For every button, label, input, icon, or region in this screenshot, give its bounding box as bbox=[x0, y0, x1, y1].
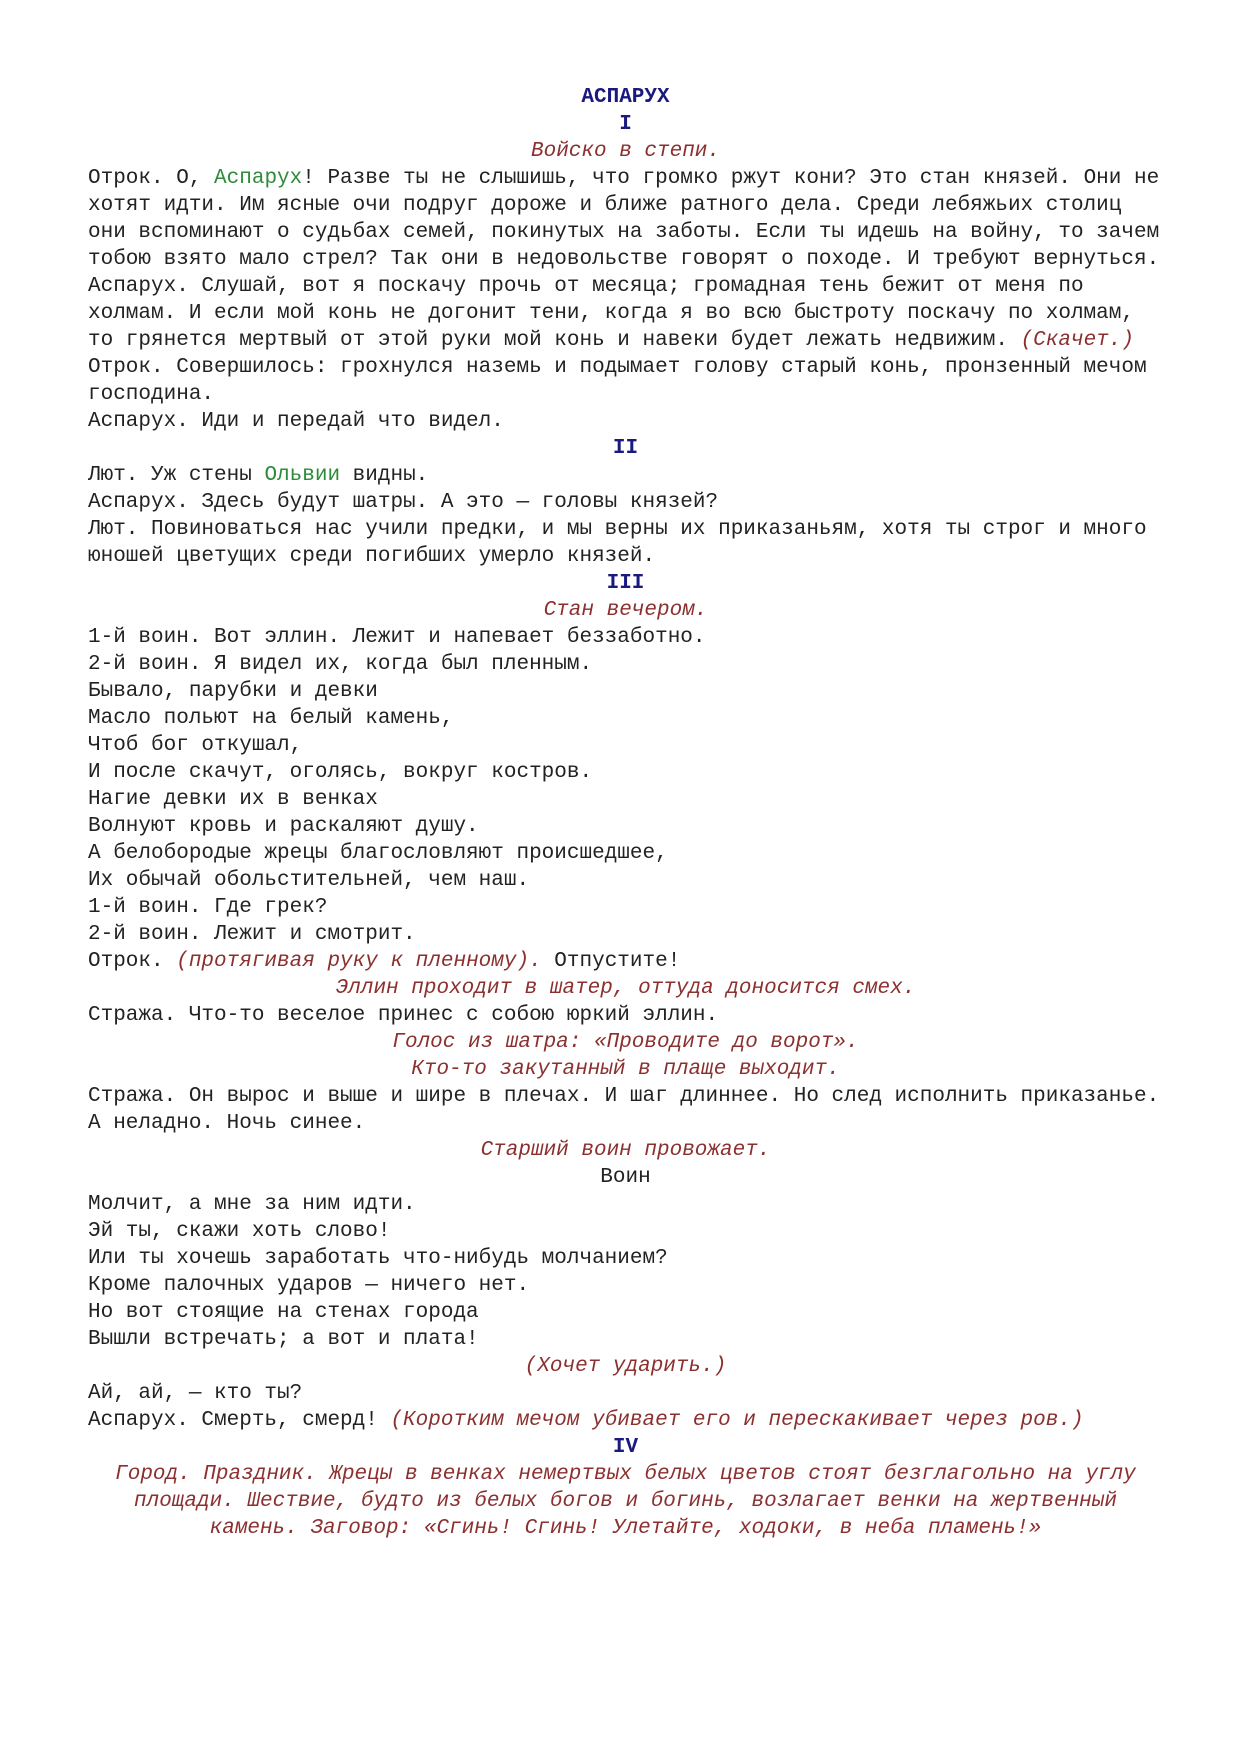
dialogue-line: Стража. Что-то веселое принес с собою юркий эллин. bbox=[88, 1004, 719, 1027]
verse-line: Чтоб бог откушал, bbox=[88, 734, 303, 757]
play-page bbox=[88, 84, 1163, 1542]
dialogue-text: Отрок. bbox=[88, 950, 177, 973]
verse-line: Бывало, парубки и девки bbox=[88, 680, 378, 703]
dialogue-text: Отпустите! bbox=[541, 950, 681, 973]
speaker-name: Воин bbox=[600, 1166, 651, 1189]
section-number: II bbox=[612, 437, 639, 460]
inline-stage-direction: (Коротким мечом убивает его и перескакивает через ров.) bbox=[390, 1409, 1084, 1432]
verse-line: Масло польют на белый камень, bbox=[88, 707, 454, 730]
stage-direction: (Хочет ударить.) bbox=[524, 1355, 727, 1378]
dialogue-text: ! Разве ты не слышишь, что громко ржут кони? Это стан князей. Они не хотят идти. Им ясные очи подруг дороже и ближе ратного дела. Среди лебяжьих столиц они вспоминают о судьбах семей, покинутых на заботы. Если ты идешь на войну, то зачем тобою взято мало стрел? Так они в недовольстве говорят о походе. И требуют вернуться. bbox=[88, 167, 1160, 271]
verse-line: Кроме палочных ударов — ничего нет. bbox=[88, 1274, 530, 1297]
inline-stage-direction: (Скачет.) bbox=[1020, 329, 1134, 352]
verse-line: Или ты хочешь заработать что-нибудь молчанием? bbox=[88, 1247, 668, 1270]
verse-line: Ай, ай, — кто ты? bbox=[88, 1382, 303, 1405]
inline-stage-direction: (протягивая руку к пленному). bbox=[176, 950, 542, 973]
name-link-asparukh[interactable]: Аспарух bbox=[214, 167, 303, 190]
stage-direction: Город. Праздник. Жрецы в венках немертвых белых цветов стоят безглагольно на углу площади. Шествие, будто из белых богов и богинь, возлагает венки на жертвенный камень. Заговор: «Сгинь! Сгинь! Улетайте, ходоки, в неба пламень!» bbox=[115, 1463, 1136, 1540]
dialogue-text: Аспарух. Смерть, смерд! bbox=[88, 1409, 391, 1432]
verse-line: Волнуют кровь и раскаляют душу. bbox=[88, 815, 479, 838]
dialogue-line bbox=[88, 165, 1163, 273]
dialogue-line bbox=[88, 1407, 1163, 1434]
verse-line: Молчит, а мне за ним идти. bbox=[88, 1193, 416, 1216]
dialogue-text: Лют. Уж стены bbox=[88, 464, 265, 487]
dialogue-line: Отрок. Совершилось: грохнулся наземь и подымает голову старый конь, пронзенный мечом господина. bbox=[88, 356, 1147, 406]
dialogue-line bbox=[88, 273, 1163, 354]
dialogue-line bbox=[88, 948, 1163, 975]
section-number: I bbox=[619, 113, 632, 136]
dialogue-line: Аспарух. Иди и передай что видел. bbox=[88, 410, 504, 433]
verse-line: Вышли встречать; а вот и плата! bbox=[88, 1328, 479, 1351]
section-number: III bbox=[606, 572, 645, 595]
verse-line: Но вот стоящие на стенах города bbox=[88, 1301, 479, 1324]
dialogue-line: 2-й воин. Лежит и смотрит. bbox=[88, 923, 416, 946]
dialogue-line: Лют. Повиноваться нас учили предки, и мы верны их приказаньям, хотя ты строг и много юношей цветущих среди погибших умерло князей. bbox=[88, 518, 1147, 568]
dialogue-line: 1-й воин. Вот эллин. Лежит и напевает беззаботно. bbox=[88, 626, 706, 649]
verse-line: И после скачут, оголясь, вокруг костров. bbox=[88, 761, 593, 784]
verse-line: Нагие девки их в венках bbox=[88, 788, 378, 811]
stage-direction: Эллин проходит в шатер, оттуда доносится смех. bbox=[335, 977, 916, 1000]
play-title: АСПАРУХ bbox=[581, 86, 670, 109]
dialogue-line: 1-й воин. Где грек? bbox=[88, 896, 328, 919]
stage-direction: Голос из шатра: «Проводите до ворот». bbox=[392, 1031, 859, 1054]
name-link-olbia[interactable]: Ольвии bbox=[264, 464, 341, 487]
dialogue-line bbox=[88, 462, 1163, 489]
stage-direction: Кто-то закутанный в плаще выходит. bbox=[411, 1058, 840, 1081]
dialogue-line: 2-й воин. Я видел их, когда был пленным. bbox=[88, 653, 593, 676]
dialogue-text: видны. bbox=[340, 464, 429, 487]
stage-direction: Стан вечером. bbox=[543, 599, 708, 622]
stage-direction: Войско в степи. bbox=[530, 140, 721, 163]
verse-line: Эй ты, скажи хоть слово! bbox=[88, 1220, 391, 1243]
section-number: IV bbox=[612, 1436, 639, 1459]
dialogue-line: Аспарух. Здесь будут шатры. А это — головы князей? bbox=[88, 491, 719, 514]
verse-line: Их обычай обольстительней, чем наш. bbox=[88, 869, 530, 892]
stage-direction: Старший воин провожает. bbox=[480, 1139, 771, 1162]
dialogue-text: Отрок. О, bbox=[88, 167, 215, 190]
dialogue-line: Стража. Он вырос и выше и шире в плечах. И шаг длиннее. Но след исполнить приказанье. А неладно. Ночь синее. bbox=[88, 1085, 1160, 1135]
verse-line: А белобородые жрецы благословляют происшедшее, bbox=[88, 842, 668, 865]
dialogue-text: Аспарух. Слушай, вот я поскачу прочь от месяца; громадная тень бежит от меня по холмам. И если мой конь не догонит тени, когда я во всю быстроту поскачу по холмам, то грянется мертвый от этой руки мой конь и навеки будет лежать недвижим. bbox=[88, 275, 1134, 352]
